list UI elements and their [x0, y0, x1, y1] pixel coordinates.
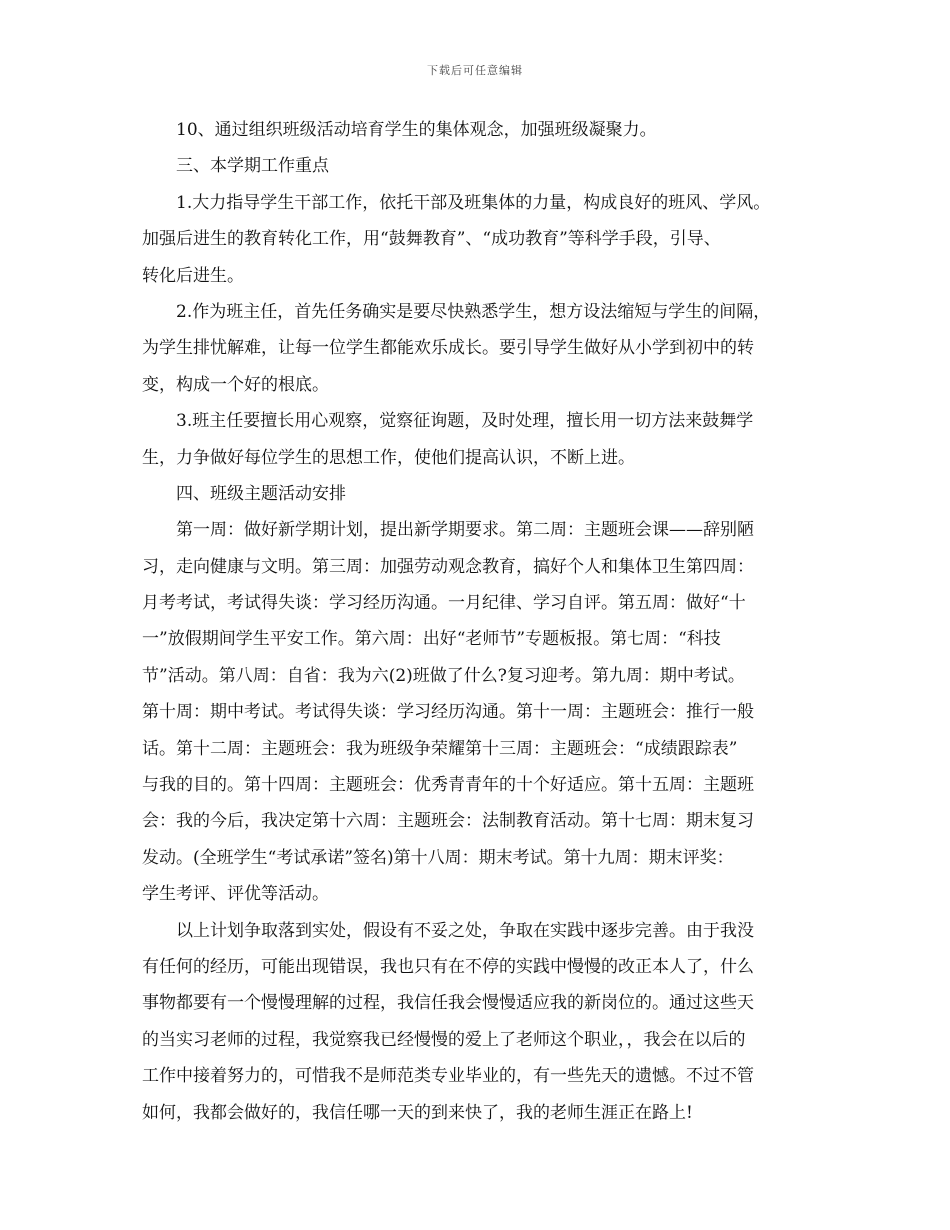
text-line: 以上计划争取落到实处，假设有不妥之处，争取在实践中逐步完善。由于我没 [176, 920, 754, 941]
text-line: 三、本学期工作重点 [176, 156, 329, 177]
text-line: 四、班级主题活动安排 [176, 483, 346, 504]
text-line: 的当实习老师的过程，我觉察我已经慢慢的爱上了老师这个职业，，我会在以后的 [142, 1029, 746, 1050]
text-line: 生，力争做好每位学生的思想工作，使他们提高认识，不断上进。 [142, 447, 635, 468]
text-line: 工作中接着努力的，可惜我不是师范类专业毕业的，有一些先天的遗憾。不过不管 [142, 1066, 754, 1087]
page-header: 下载后可任意编辑 [427, 64, 523, 77]
text-line: 2.作为班主任，首先任务确实是要尽快熟悉学生，想方设法缩短与学生的间隔， [176, 301, 771, 322]
text-line: 如何，我都会做好的，我信任哪一天的到来快了，我的老师生涯正在路上! [142, 1102, 693, 1123]
text-line: 与我的目的。第十四周：主题班会：优秀青青年的十个好适应。第十五周：主题班 [142, 775, 754, 796]
text-line: 第一周：做好新学期计划，提出新学期要求。第二周：主题班会课——辞别陋 [176, 520, 754, 541]
text-line: 一”放假期间学生平安工作。第六周：出好“老师节”专题板报。第七周：“科技 [142, 629, 721, 650]
text-line: 加强后进生的教育转化工作，用“鼓舞教育”、“成功教育”等科学手段，引导、 [142, 229, 721, 250]
text-line: 学生考评、评优等活动。 [142, 884, 329, 905]
text-line: 月考考试，考试得失谈：学习经历沟通。一月纪律、学习自评。第五周：做好“十 [142, 593, 746, 614]
text-line: 话。第十二周：主题班会：我为班级争荣耀第十三周：主题班会：“成绩跟踪表” [142, 738, 738, 759]
text-line: 习，走向健康与文明。第三周：加强劳动观念教育，搞好个人和集体卫生第四周： [142, 556, 754, 577]
text-line: 变，构成一个好的根底。 [142, 374, 329, 395]
text-line: 10、通过组织班级活动培育学生的集体观念，加强班级凝聚力。 [176, 120, 657, 140]
text-line: 为学生排忧解难，让每一位学生都能欢乐成长。要引导学生做好从小学到初中的转 [142, 338, 754, 359]
text-line: 会：我的今后，我决定第十六周：主题班会：法制教育活动。第十七周：期末复习 [142, 811, 754, 832]
text-line: 事物都要有一个慢慢理解的过程，我信任我会慢慢适应我的新岗位的。通过这些天 [142, 993, 754, 1014]
document-body [142, 112, 812, 1131]
text-line: 1.大力指导学生干部工作，依托干部及班集体的力量，构成良好的班风、学风。 [176, 192, 771, 213]
text-line: 节”活动。第八周：自省：我为六(2)班做了什么?复习迎考。第九周：期中考试。 [142, 665, 745, 686]
text-line: 发动。(全班学生“考试承诺”签名)第十八周：期末考试。第十九周：期末评奖： [142, 847, 734, 868]
text-line: 3.班主任要擅长用心观察，觉察征询题，及时处理，擅长用一切方法来鼓舞学 [176, 411, 754, 432]
text-line: 转化后进生。 [142, 265, 244, 286]
text-line: 第十周：期中考试。考试得失谈：学习经历沟通。第十一周：主题班会：推行一般 [142, 702, 754, 723]
text-line: 有任何的经历，可能出现错误，我也只有在不停的实践中慢慢的改正本人了，什么 [142, 956, 754, 977]
